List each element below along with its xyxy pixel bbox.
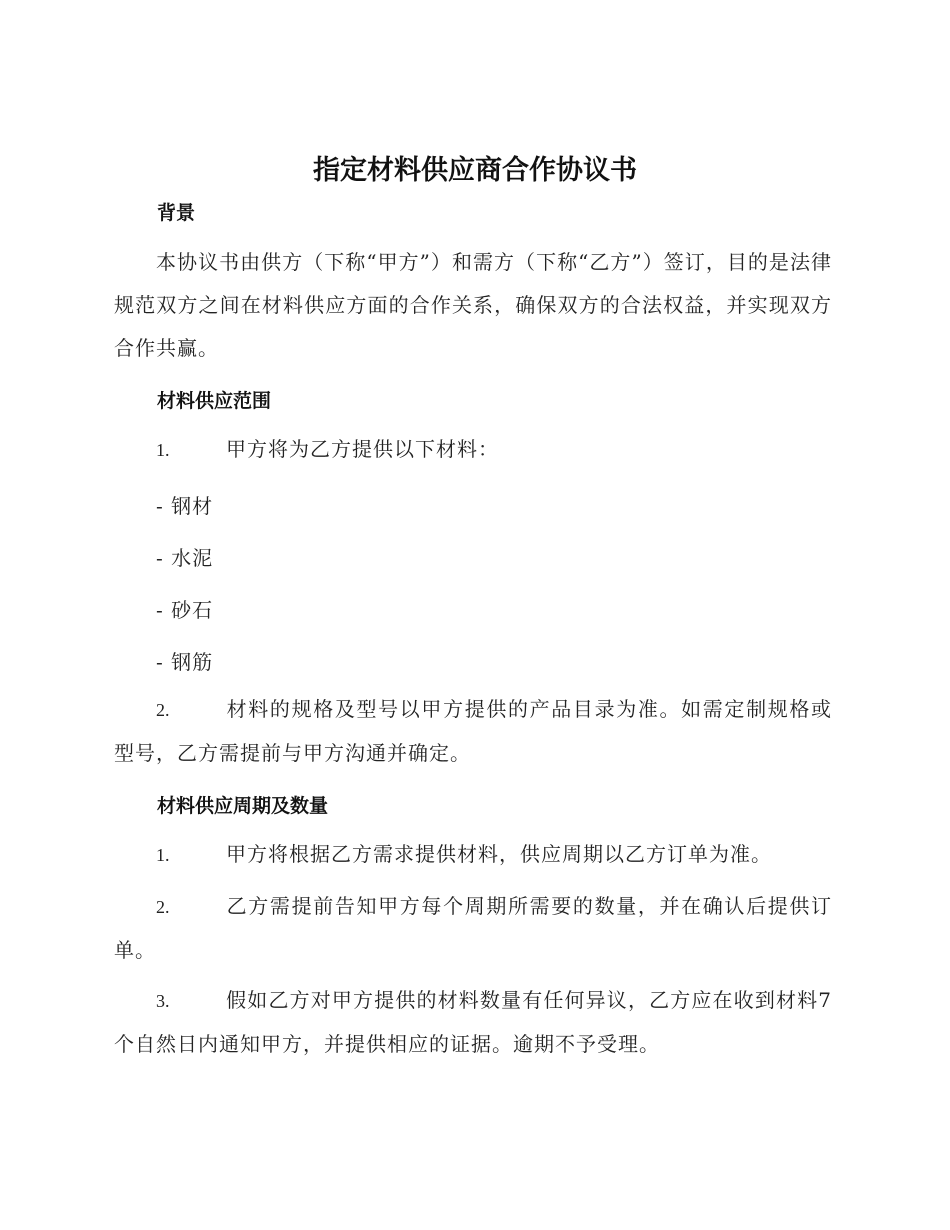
material-list-item: - 钢材 — [156, 494, 214, 518]
period-item-2 — [114, 885, 832, 972]
item-text: 甲方将根据乙方需求提供材料，供应周期以乙方订单为准。 — [226, 842, 772, 866]
document-title: 指定材料供应商合作协议书 — [313, 155, 637, 186]
item-number: 1. — [156, 845, 170, 865]
section-heading-background: 背景 — [157, 202, 196, 224]
item-number: 2. — [156, 700, 170, 720]
scope-item-2 — [114, 688, 832, 775]
material-list-item: - 水泥 — [156, 546, 214, 570]
item-text: 假如乙方对甲方提供的材料数量有任何异议，乙方应在收到材料7个自然日内通知甲方，并提供相应的证据。逾期不予受理。 — [114, 988, 832, 1056]
item-text: 乙方需提前告知甲方每个周期所需要的数量，并在确认后提供订单。 — [114, 894, 832, 962]
period-item-1 — [114, 833, 832, 877]
item-number: 2. — [156, 897, 170, 917]
period-item-3 — [114, 979, 832, 1066]
background-paragraph: 本协议书由供方（下称“甲方”）和需方（下称“乙方”）签订，目的是法律规范双方之间在材料供应方面的合作关系，确保双方的合法权益，并实现双方合作共赢。 — [114, 250, 832, 360]
section-heading-period: 材料供应周期及数量 — [157, 795, 329, 817]
item-text: 甲方将为乙方提供以下材料： — [226, 437, 499, 461]
material-list-item: - 砂石 — [156, 598, 214, 622]
scope-item-1 — [114, 428, 832, 472]
item-number: 1. — [156, 440, 170, 460]
item-text: 材料的规格及型号以甲方提供的产品目录为准。如需定制规格或型号，乙方需提前与甲方沟通并确定。 — [114, 697, 832, 765]
section-heading-scope: 材料供应范围 — [157, 390, 272, 412]
item-number: 3. — [156, 991, 170, 1011]
material-list-item: - 钢筋 — [156, 650, 214, 674]
